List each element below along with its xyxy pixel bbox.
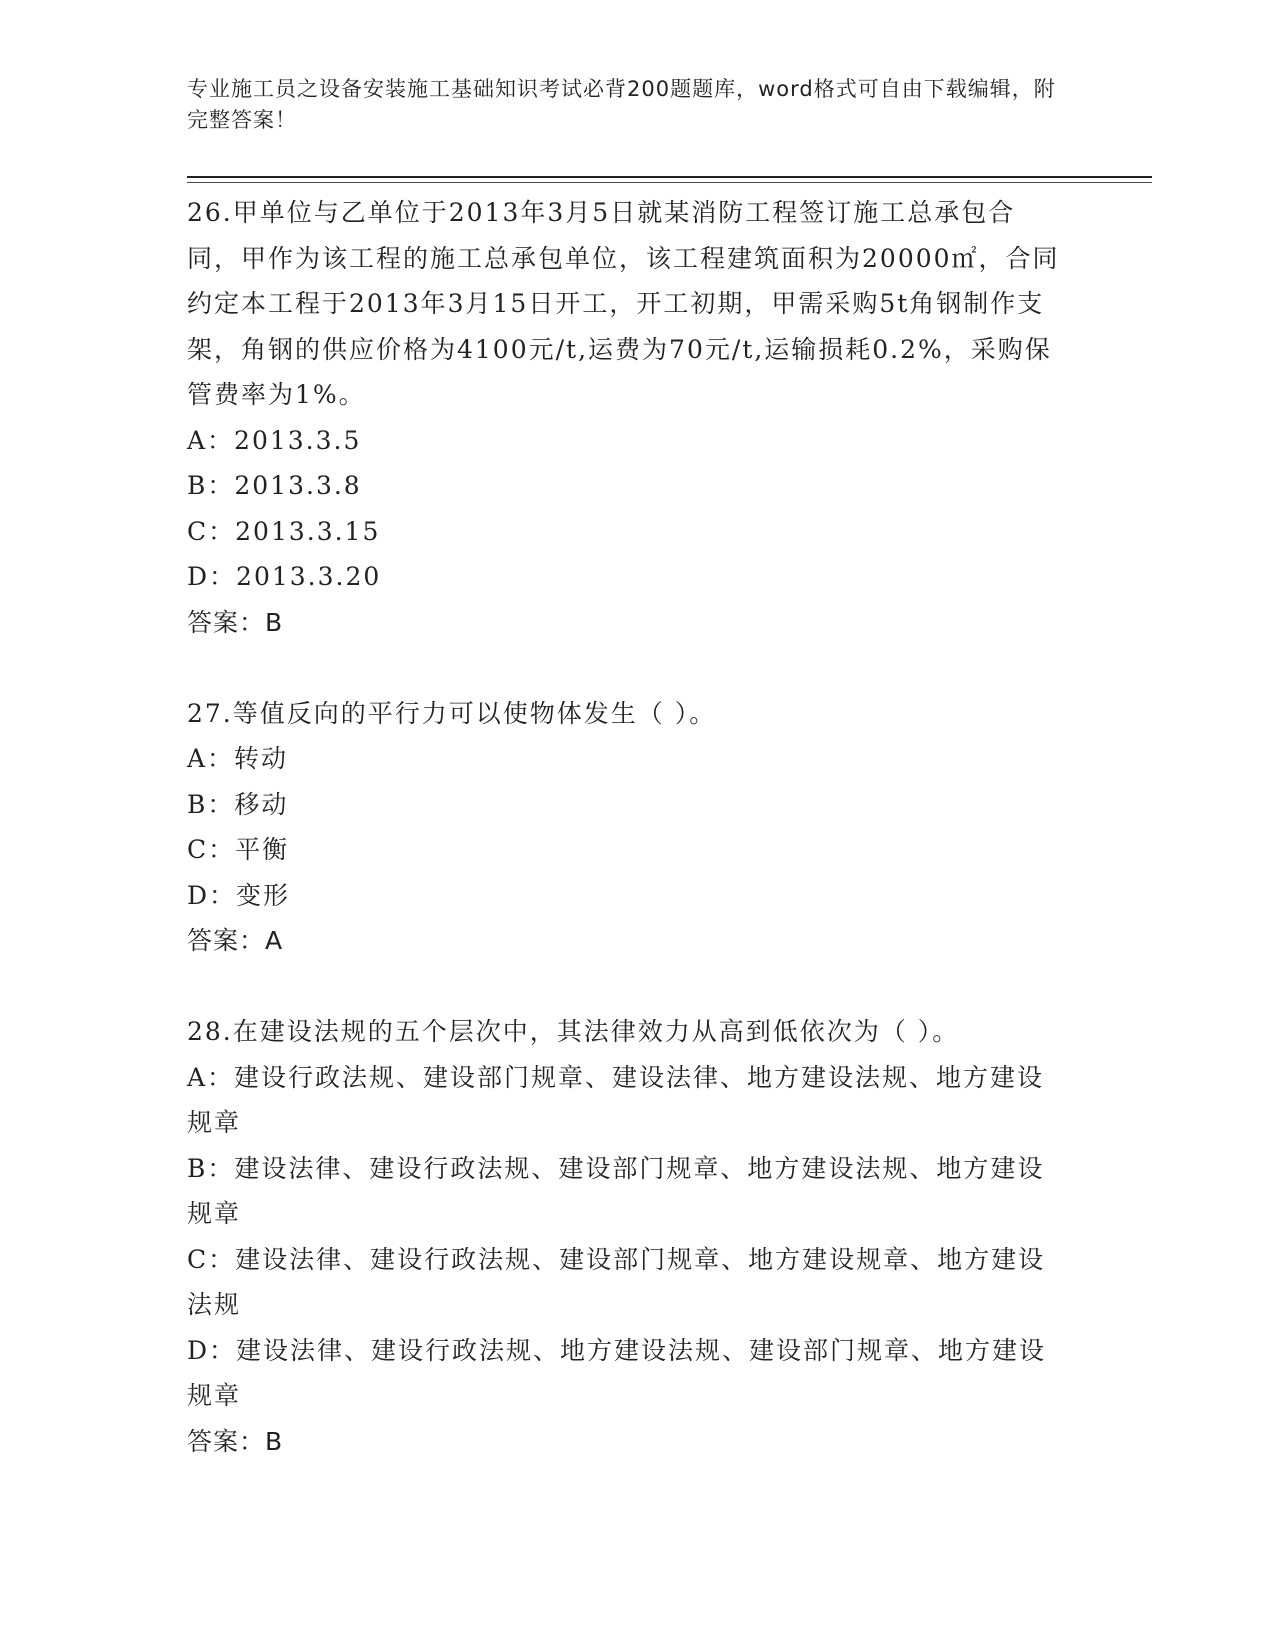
- option-b: B：移动: [187, 789, 289, 819]
- option-d: D：建设法律、建设行政法规、地方建设法规、建设部门规章、地方建设规章: [187, 1335, 1047, 1410]
- document-header: 专业施工员之设备安装施工基础知识考试必背200题题库，word格式可自由下载编辑，附完整答案！: [187, 77, 1056, 132]
- question-26: [187, 190, 1067, 645]
- option-c: C：2013.3.15: [187, 516, 381, 546]
- option-b: B：2013.3.8: [187, 471, 362, 500]
- question-stem: 27.等值反向的平行力可以使物体发生（ ）。: [187, 698, 717, 728]
- answer-line: 答案：B: [187, 607, 284, 637]
- question-stem: 26.甲单位与乙单位于2013年3月5日就某消防工程签订施工总承包合同，甲作为该工程的施工总承包单位，该工程建筑面积为20000㎡，合同约定本工程于2013年3月15日开工，开工初期，甲需采购5t角钢制作支架，角钢的供应价格为4100元/t,运费为70元/t,运输损耗0.2%，采购保管费率为1%。: [187, 198, 1060, 409]
- header-divider-thick: [187, 176, 1152, 178]
- option-a: A：转动: [187, 744, 289, 773]
- answer-line: 答案：A: [187, 926, 284, 955]
- option-b: B：建设法律、建设行政法规、建设部门规章、地方建设法规、地方建设规章: [187, 1153, 1045, 1228]
- question-stem: 28.在建设法规的五个层次中，其法律效力从高到低依次为（ ）。: [187, 1017, 960, 1046]
- option-d: D：变形: [187, 880, 291, 910]
- option-d: D：2013.3.20: [187, 562, 382, 591]
- question-28: [187, 1009, 1067, 1464]
- question-27: [187, 691, 1067, 964]
- option-c: C：平衡: [187, 835, 290, 864]
- header-divider-thin: [187, 182, 1152, 183]
- option-c: C：建设法律、建设行政法规、建设部门规章、地方建设规章、地方建设法规: [187, 1244, 1046, 1319]
- answer-line: 答案：B: [187, 1426, 284, 1456]
- question-list: [187, 190, 1067, 1510]
- option-a: A：2013.3.5: [187, 425, 362, 455]
- option-a: A：建设行政法规、建设部门规章、建设法律、地方建设法规、地方建设规章: [187, 1062, 1045, 1137]
